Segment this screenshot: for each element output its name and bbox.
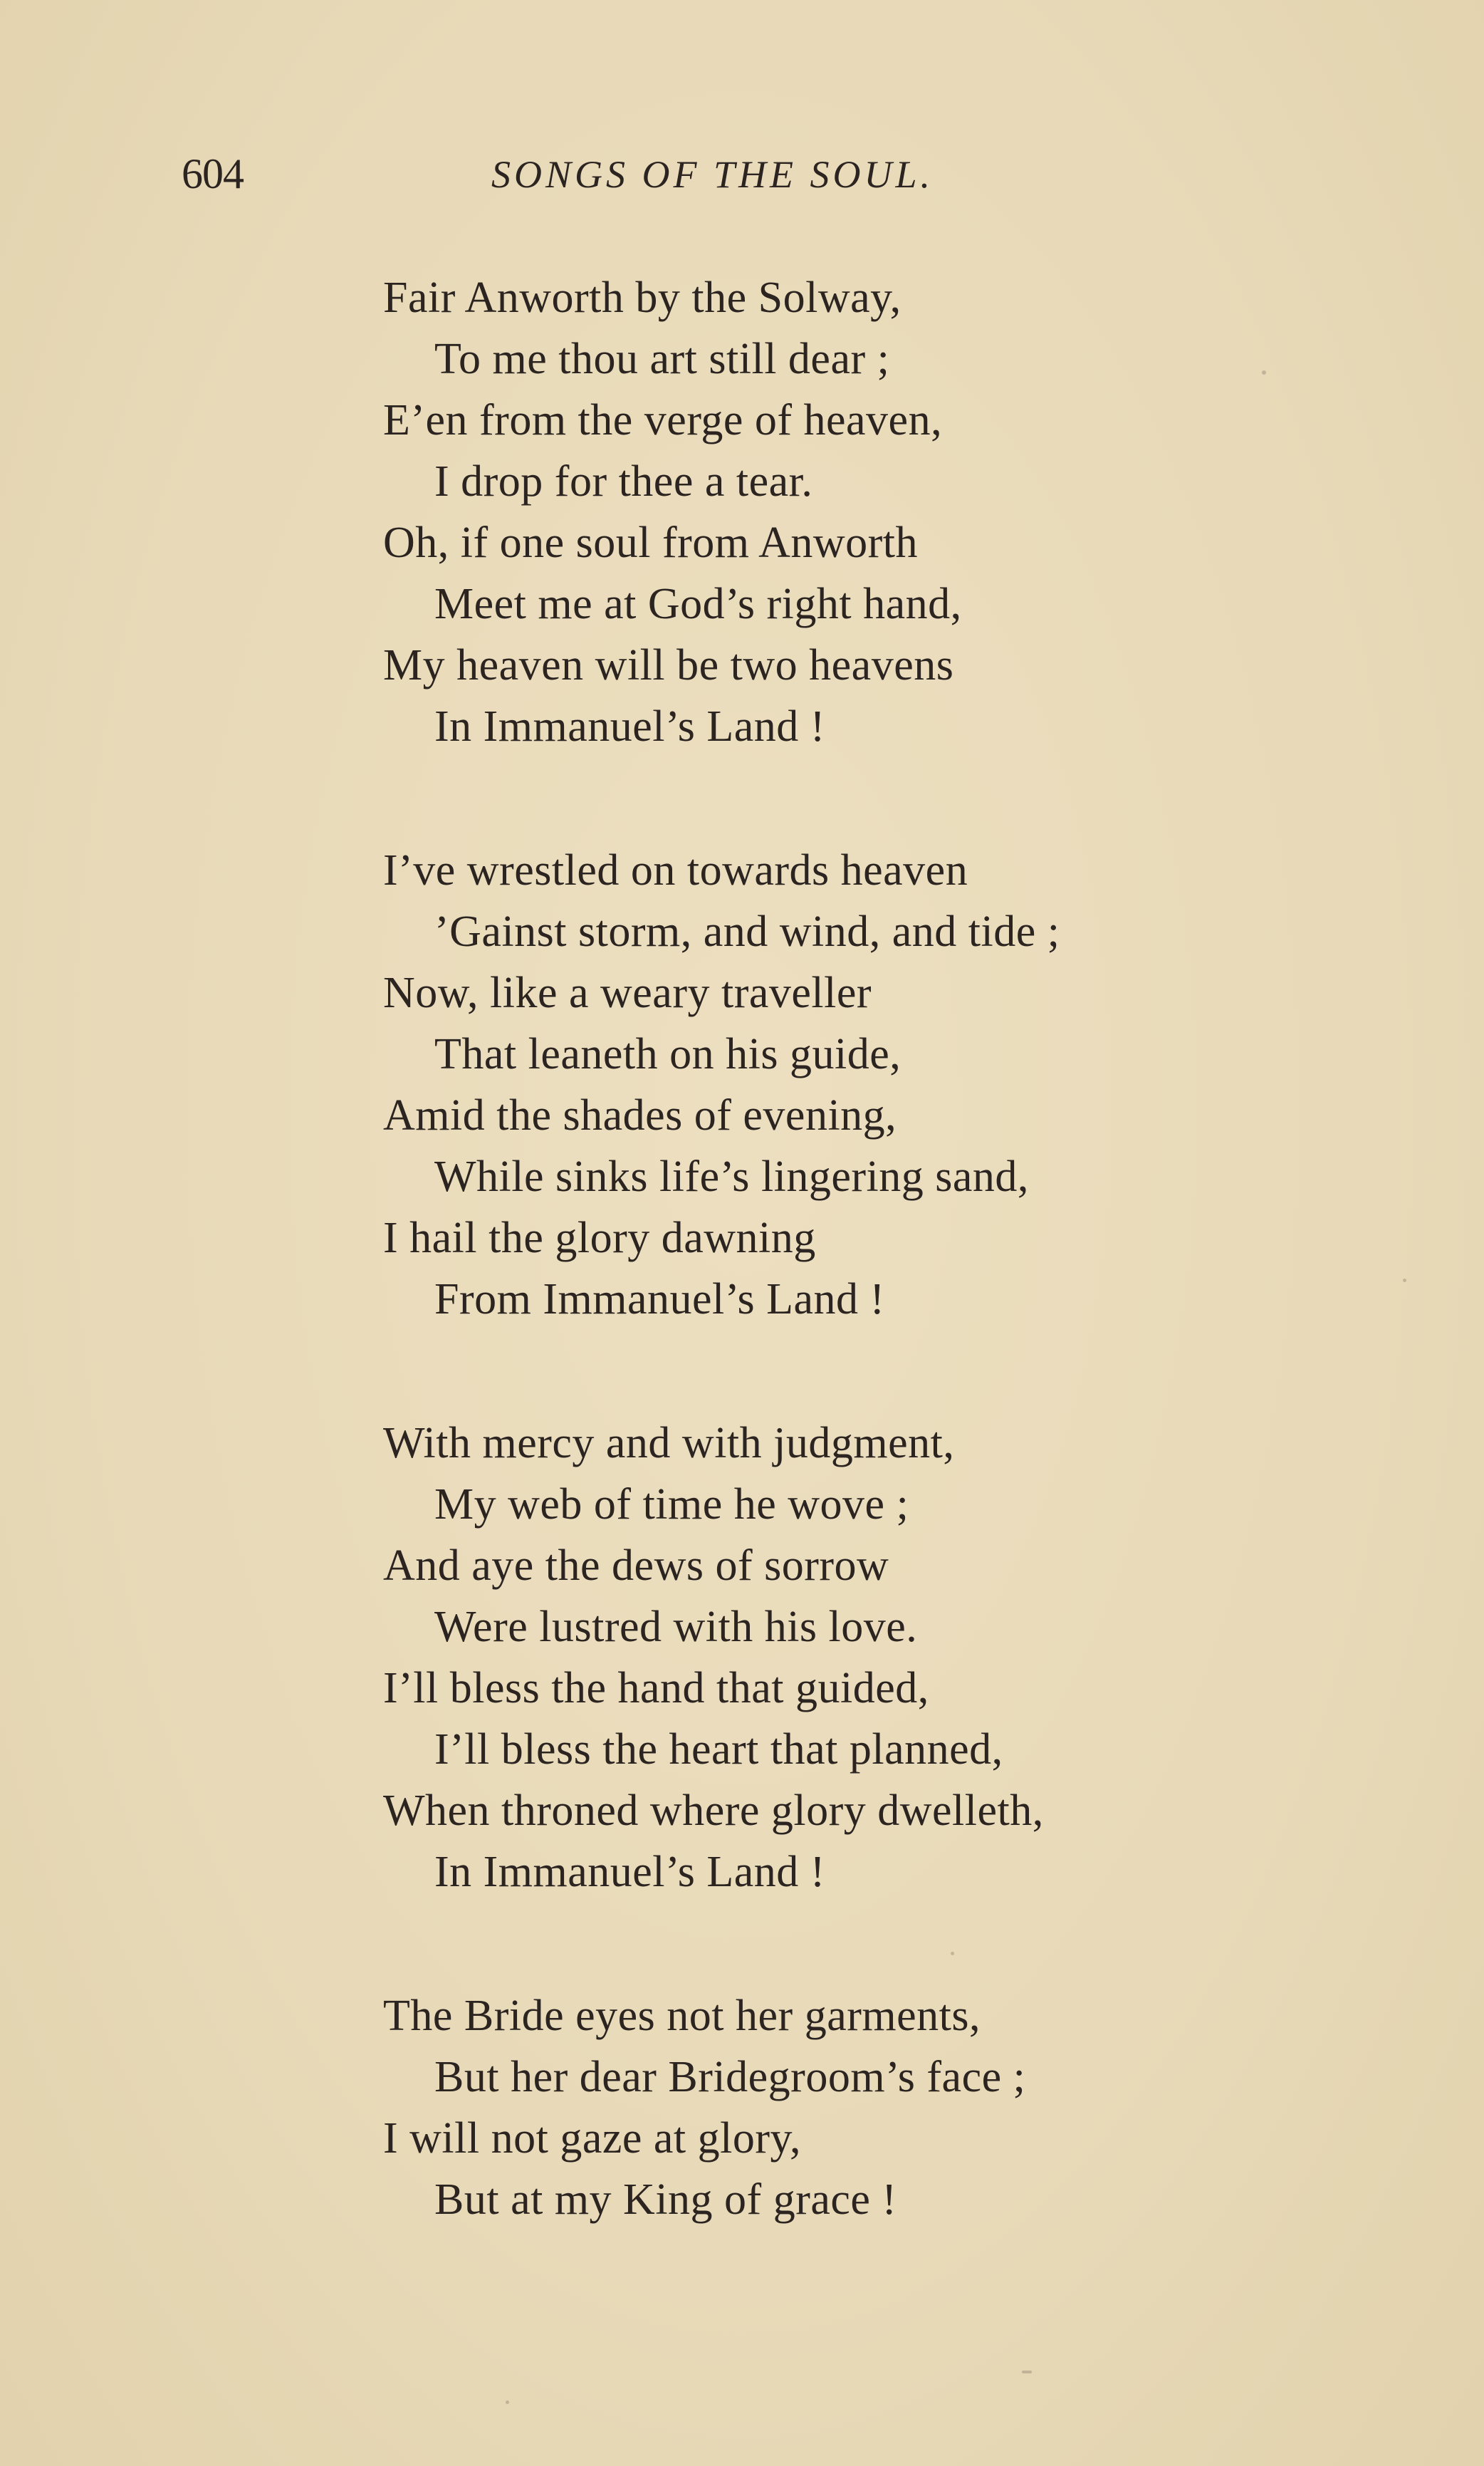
poem-line: When throned where glory dwelleth, <box>383 1786 1044 1835</box>
paper-speck <box>1022 2371 1032 2373</box>
poem-line: In Immanuel’s Land ! <box>434 702 825 751</box>
running-title: SONGS OF THE SOUL. <box>491 153 934 196</box>
poem-line: My web of time he wove ; <box>434 1480 909 1529</box>
poem-line: But at my King of grace ! <box>434 2175 897 2224</box>
poem-line: I’ll bless the heart that planned, <box>434 1725 1003 1774</box>
stanza-1 <box>383 267 1380 757</box>
poem-line: Oh, if one soul from Anworth <box>383 519 919 567</box>
poem-line: But her dear Bridegroom’s face ; <box>434 2053 1026 2101</box>
poem-line: Amid the shades of evening, <box>383 1091 897 1140</box>
stanza-4 <box>383 1985 1380 2230</box>
poem-line: In Immanuel’s Land ! <box>434 1848 825 1896</box>
paper-speck <box>506 2400 509 2404</box>
poem-line: The Bride eyes not her garments, <box>383 1992 981 2040</box>
poem-line: I’ve wrestled on towards heaven <box>383 846 968 895</box>
poem-line: I’ll bless the hand that guided, <box>383 1664 929 1712</box>
paper-speck <box>1262 370 1266 375</box>
poem-line: While sinks life’s lingering sand, <box>434 1153 1029 1201</box>
poem <box>383 267 1380 2313</box>
poem-line: My heaven will be two heavens <box>383 641 954 690</box>
stanza-3 <box>383 1413 1380 1903</box>
poem-line: I drop for thee a tear. <box>434 457 813 506</box>
poem-line: With mercy and with judgment, <box>383 1419 955 1467</box>
poem-line: ’Gainst storm, and wind, and tide ; <box>434 907 1060 956</box>
poem-line: Now, like a weary traveller <box>383 969 872 1017</box>
poem-line: Fair Anworth by the Solway, <box>383 274 902 322</box>
poem-line: Meet me at God’s right hand, <box>434 580 962 628</box>
poem-line: I will not gaze at glory, <box>383 2114 801 2163</box>
page-number: 604 <box>182 150 244 197</box>
poem-line: To me thou art still dear ; <box>434 335 890 383</box>
paper-speck <box>1403 1279 1406 1282</box>
poem-line: I hail the glory dawning <box>383 1214 816 1262</box>
poem-line: From Immanuel’s Land ! <box>434 1275 885 1323</box>
poem-line: Were lustred with his love. <box>434 1603 918 1651</box>
stanza-2 <box>383 840 1380 1330</box>
poem-line: That leaneth on his guide, <box>434 1030 902 1078</box>
page-header <box>0 150 1484 207</box>
poem-line: E’en from the verge of heaven, <box>383 396 943 444</box>
paper-speck <box>951 1952 954 1955</box>
poem-line: And aye the dews of sorrow <box>383 1541 889 1590</box>
